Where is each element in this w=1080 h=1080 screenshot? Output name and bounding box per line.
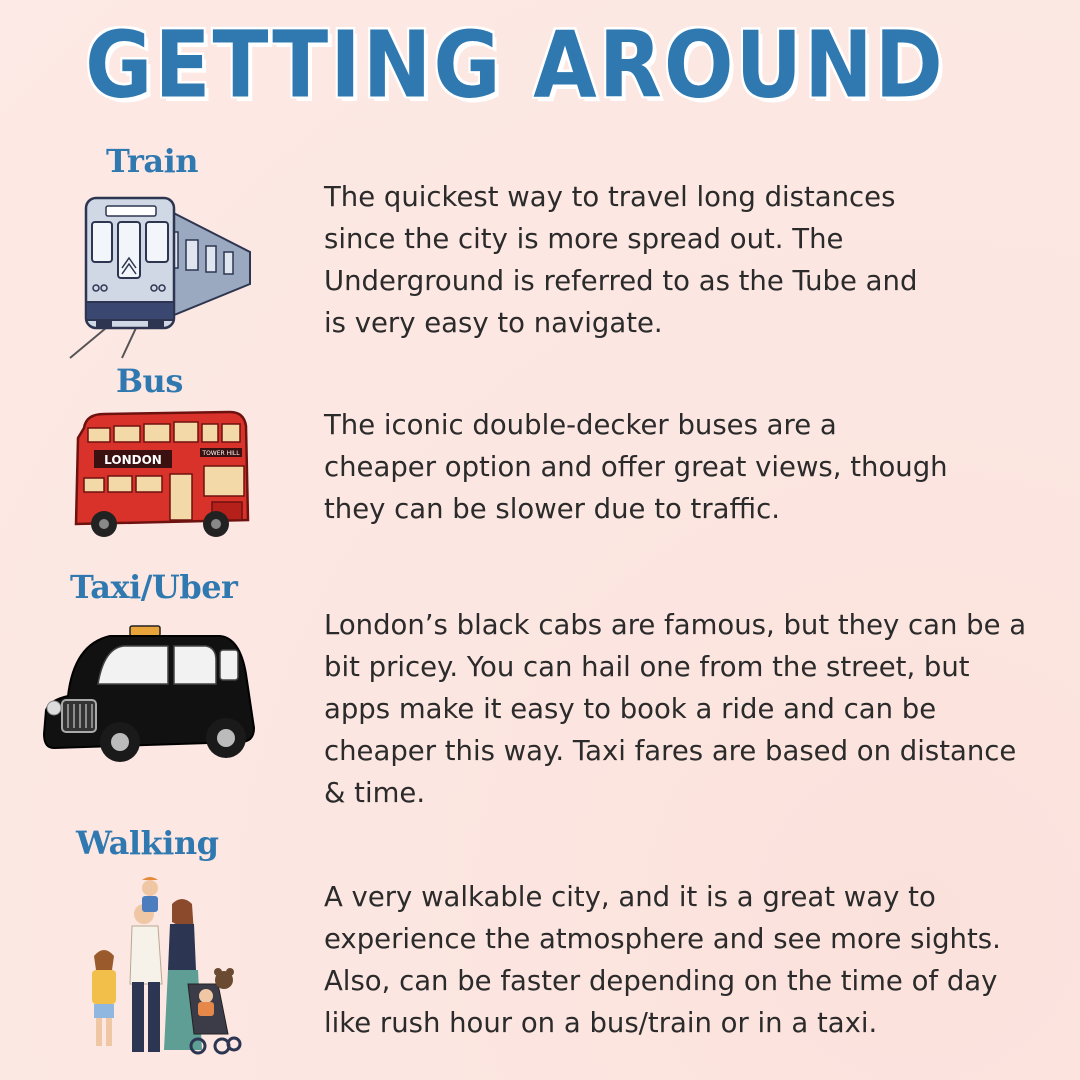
section-label-walking: Walking — [76, 824, 219, 862]
walking-family-icon — [78, 874, 248, 1064]
bus-destination-text: TOWER HILL — [202, 450, 240, 457]
bus-sign-text: LONDON — [104, 453, 162, 467]
section-text-bus: The iconic double-decker buses are a cheaper option and offer great views, though they can be slower due to traffic. — [324, 409, 948, 525]
train-icon — [66, 192, 256, 360]
section-text-walking: A very walkable city, and it is a great way to experience the atmosphere and see more sights. Also, can be faster depending on the time of day like rush hour on a bus/train or in a taxi. — [324, 881, 1001, 1039]
page-title: GETTING AROUND — [85, 12, 945, 119]
section-text-taxi: London’s black cabs are famous, but they can be a bit pricey. You can hail one from the street, but apps make it easy to book a ride and can be cheaper this way. Taxi fares are based on distance & time. — [324, 609, 1027, 809]
black-cab-icon — [40, 624, 260, 768]
section-label-bus: Bus — [116, 362, 183, 400]
double-decker-bus-icon — [70, 408, 252, 542]
section-label-taxi: Taxi/Uber — [70, 568, 238, 606]
section-label-train: Train — [106, 142, 198, 180]
section-text-train: The quickest way to travel long distances since the city is more spread out. The Underground is referred to as the Tube and is very easy to navigate. — [324, 181, 918, 339]
